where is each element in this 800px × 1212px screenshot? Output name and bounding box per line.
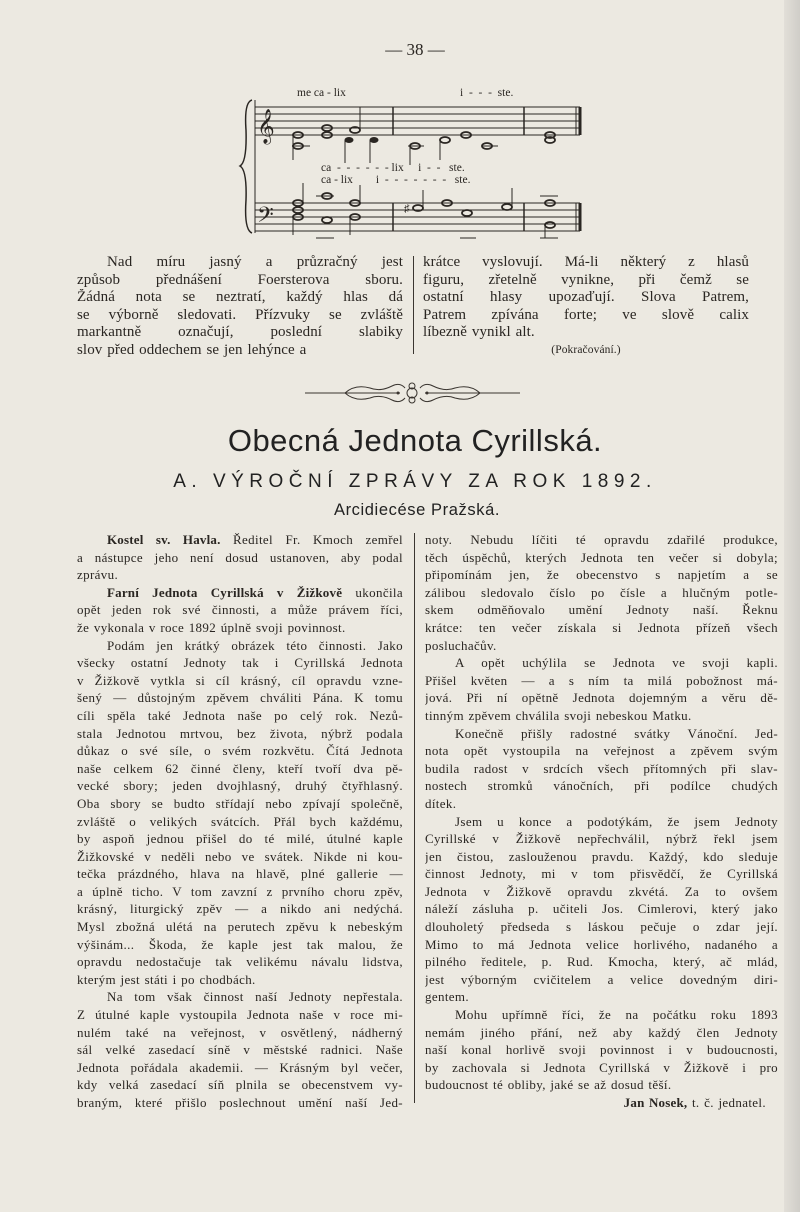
text-line [77,619,403,637]
text-line [425,566,778,584]
line-text: jen čistou, zaslouženou pravdu. Každý, kdo sleduje [425,848,778,864]
text-line [425,601,778,619]
text-line [77,1076,403,1094]
text-line [77,883,403,901]
line-text: všecky ostatní Jednoty tak i Cyrillská Jednota [77,655,403,671]
line-text: Patrem zpívána forte; ve slově calix [423,306,749,323]
line-text: braným, které přišlo poslechnout umění naší Jed- [77,1095,403,1110]
treble-clef-icon: 𝄞 [257,110,275,143]
line-text: nulém také na veřejnost, v osvětlený, nádherný [77,1024,403,1040]
line-text: by zachovala si Jednota Cyrillská v Žižkově i pro [425,1059,778,1075]
brace [240,100,252,233]
bass-clef-icon: 𝄢 [257,203,274,232]
page-edge [784,0,800,1212]
line-text: jest výborným cvičitelem a velice dovedným diri- [425,971,778,987]
line-text: Mysl zbožná ulétá na perutech zpěvu k nebeským [77,919,403,935]
line-text: Jednota v Žižkově opravdu zkvétá. Za to ovšem [425,883,778,899]
line-text: sál velké zasedací síně v městské radnici. Naše [77,1042,403,1058]
line-text: důkaz o své síle, o svém rozkvětu. Čítá Jednota [77,743,403,759]
line-text: stala Jednotou mrtvou, bez života, nýbrž podala [77,725,403,741]
text-line [77,254,403,272]
line-text: ukončila [342,584,403,600]
text-line [425,936,778,954]
line-text: připomínám jen, že obecenstvo s napjetím a se [425,567,778,583]
text-line [425,830,778,848]
line-text: Na tom však činnost naší Jednoty nepřestala. [107,989,403,1005]
column-divider [414,533,415,1103]
line-text: krátce: ten večer získala si Jednota přízeň všech [425,619,778,635]
text-line [425,883,778,901]
text-line [77,342,403,360]
line-text: vecké sbory; jeden dvojhlasný, druhý čtyřhlasný. [77,778,403,794]
page-number: — 38 — [385,40,445,59]
line-text: Jsem u konce a podotýkám, že jsem Jednoty [455,813,778,829]
music-score [235,80,595,240]
line-text: cíli spěla také Jednota naše po celý rok. Nezů- [77,707,403,723]
continued-note: (Pokračování.) [551,343,621,356]
text-line [77,601,403,619]
lyrics-mid-2: ca - lix i - - - - - - - ste. [321,174,471,186]
text-line [423,254,749,272]
text-line [77,584,403,602]
text-line [77,742,403,760]
text-line [77,1024,403,1042]
text-line [77,549,403,567]
lyrics-mid-1: ca - - - - - - lix i - - ste. [321,162,465,174]
text-line [425,549,778,567]
line-text: gentem. [425,989,469,1005]
line-text: figuru, zřetelně vynikne, při čemž se [423,271,749,288]
text-line [77,689,403,707]
text-line [77,1041,403,1059]
text-line [77,324,403,342]
line-text: krásný, liturgický zpěv — a nikdo ani nedýchá. [77,901,403,917]
upper-right-column [423,254,749,359]
text-line [425,988,778,1006]
line-text: Cyrillské v Žižkově nepřechválil, nýbrž řekl jsem [425,831,778,847]
text-line [77,848,403,866]
text-line [77,725,403,743]
text-line [77,953,403,971]
text-line [77,531,403,549]
line-text: nostech stromků vánočních, při podílce chudých [425,778,778,794]
line-text: opravdu nedostačuje tak velikému návalu lidstva, [77,954,403,970]
line-text: Přišel květen — a s ním ta milá pobožnost má- [425,672,778,688]
text-line [425,813,778,831]
text-line [425,1041,778,1059]
text-line [77,637,403,655]
line-text: těch úspěchů, kterých Jednota ten večer si dobyla; [425,549,778,565]
signature-name: Jan Nosek, [623,1095,688,1110]
lyrics-top-1: me ca - lix [297,87,346,99]
line-text: zálibou sledovalo číslo po čísle a hlučným potle- [425,584,778,600]
line-text: jová. Při ní opětně Jednota dojemným a věru dě- [425,690,778,706]
text-line [425,707,778,725]
text-line [423,272,749,290]
text-line [77,654,403,672]
right-text-column [425,531,778,1112]
line-text: Žádná nota se neztratí, každý hlas dá [77,289,403,305]
text-line [425,865,778,883]
line-text: budoucnost té obliby, jaké se až dosud těší. [425,1077,672,1093]
text-line [77,918,403,936]
text-line [77,307,403,325]
line-text: nemám jiného přání, než aby každý člen Jednoty [425,1024,778,1040]
signature [425,1094,778,1112]
text-line [425,1006,778,1024]
text-line [423,324,749,342]
line-text: zprávu. [77,567,119,583]
text-line [425,672,778,690]
line-text: a nástupce jeho není dosud ustanoven, aby podal [77,549,403,565]
text-line [425,900,778,918]
line-text: a úplně ticho. V tom zavzní z prvního choru zpěv, [77,883,403,899]
sharp-sign: ♯ [404,203,410,215]
text-line [77,795,403,813]
text-line [425,795,778,813]
line-text: Oba sbory se budto střídají nebo zpívají společně, [77,795,403,811]
article-title: Obecná Jednota Cyrillská. [227,423,603,458]
text-line [425,689,778,707]
ornament-divider [300,378,525,408]
line-text: tinným zpěvem chválila svoji nebeskou Matku. [425,707,692,723]
text-line [77,777,403,795]
line-text: ostatní hlasy upozaďují. Slova Patrem, [423,289,749,305]
text-line [77,865,403,883]
text-line [425,654,778,672]
line-text: Podám jen krátký obrázek této činnosti. Jako [107,637,403,653]
treble-staff [255,107,580,135]
text-line [425,1076,778,1094]
line-text: naší konal horlivě svoji povinnost i v budoucnosti, [425,1042,778,1058]
line-text: náleží zásluha p. učiteli Jos. Cimlerovi, který jako [425,901,778,917]
line-text: způsob přednášení Foersterova sboru. [77,271,403,288]
text-line [77,707,403,725]
text-line [77,900,403,918]
line-text: v Žižkově vytkla si cíl krásný, cíl opravdu vzne- [77,672,403,688]
text-line [423,307,749,325]
text-line [425,918,778,936]
text-line [77,289,403,307]
line-text: opět jeden rok své činnosti, a může právem říci, [77,602,403,618]
text-line [77,1059,403,1077]
text-line [77,830,403,848]
text-line [425,531,778,549]
text-line [425,953,778,971]
line-text: Ředitel Fr. Kmoch zemřel [220,532,403,547]
text-line [77,936,403,954]
line-text: činnost Jednoty, mi v tom přisvědčí, že Cyrillská [425,866,778,882]
text-line [425,971,778,989]
line-text: Nad míru jasný a průzračný jest [107,254,403,270]
text-line [425,760,778,778]
text-line [425,777,778,795]
text-line [77,672,403,690]
text-line [77,566,403,584]
text-line [425,637,778,655]
upper-left-column [77,254,403,359]
line-text: noty. Nebudu líčiti té opravdu zdařilé produkce, [425,532,778,547]
paragraph-lead: Kostel sv. Havla. [107,532,221,547]
line-text: líbezně vynikl alt. [423,324,535,340]
line-text: krátce vyslovují. Má-li některý z hlasů [423,254,749,270]
line-text: Jednota pořádala akademii. — Krásným byl večer, [77,1059,403,1075]
text-line [425,725,778,743]
text-line [77,813,403,831]
line-text: dlouholetý předseda s láskou pečuje o zdar její. [425,919,778,935]
column-divider [413,256,414,354]
line-text: naše celkem 62 činné členy, kteří tvoří dva pě- [77,760,403,776]
text-line [77,971,403,989]
signature-role: t. č. jednatel. [687,1095,766,1110]
line-text: skem odměňovalo umění Jednoty naší. Řeknu [425,602,778,618]
line-text: Z útulné kaple vystoupila Jednota naše v roce mi- [77,1007,403,1023]
line-text: kterým jest státi i po chodbách. [77,971,256,987]
text-line [77,1006,403,1024]
line-text: pilného ředitele, p. Rud. Kmocha, který, ač mlád, [425,954,778,970]
line-text: budila radost v srdcích všech přítomných při slav- [425,760,778,776]
line-text: Konečně přišly radostné svátky Vánoční. Jed- [455,725,778,741]
text-line [425,848,778,866]
text-line [77,760,403,778]
text-line [77,272,403,290]
line-text: posluchačův. [425,637,497,653]
line-text: Žižkovské v neděli nebo ve svátek. Nikde ni kou- [77,848,403,864]
article-subtitle: A. VÝROČNÍ ZPRÁVY ZA ROK 1892. [173,471,657,492]
text-line [425,584,778,602]
line-text: tečka prázdného, hlava na hlavě, plné gallerie — [77,866,403,882]
text-line [425,1024,778,1042]
line-text: zvláště o velikých svátcích. Přál bych každému, [77,813,403,829]
text-line [77,988,403,1006]
text-line [423,289,749,307]
line-text: dítek. [425,795,457,811]
line-text: kdy velká zasedací síň plnila se obecenstvem vy- [77,1077,403,1093]
line-text: šený — důstojným zpěvem chváliti Pána. K tomu [77,690,403,706]
line-text: výšinám... Škoda, že kaple jest tak malou, že [77,936,403,952]
line-text: slov před oddechem se jen lehýnce a [77,341,307,358]
section-heading: Arcidiecése Pražská. [333,501,501,519]
paragraph-lead: Farní Jednota Cyrillská v Žižkově [107,584,343,600]
line-text: A opět uchýlila se Jednota ve svoji kapli. [455,655,778,671]
text-line [425,619,778,637]
lyrics-top-2: i - - - ste. [460,87,514,99]
line-text: markantně označují, poslední slabiky [77,324,403,340]
line-text: by aspoň jednou přišel do té milé, útulné kaple [77,831,403,847]
line-text: Mimo to má Jednota velice horlivého, nadaného a [425,936,778,952]
left-text-column [77,531,403,1112]
text-line [425,1059,778,1077]
text-line [425,742,778,760]
line-text: nota opět vystoupila na veřejnost a zpěvem svým [425,743,778,759]
line-text: že vykonala v roce 1892 úplně svoji povinnost. [77,619,346,635]
line-text: Mohu upřímně říci, že na počátku roku 1893 [455,1007,778,1023]
line-text: se výborně sledovati. Přízvuky se zvláště [77,306,403,323]
text-line [77,1094,403,1112]
